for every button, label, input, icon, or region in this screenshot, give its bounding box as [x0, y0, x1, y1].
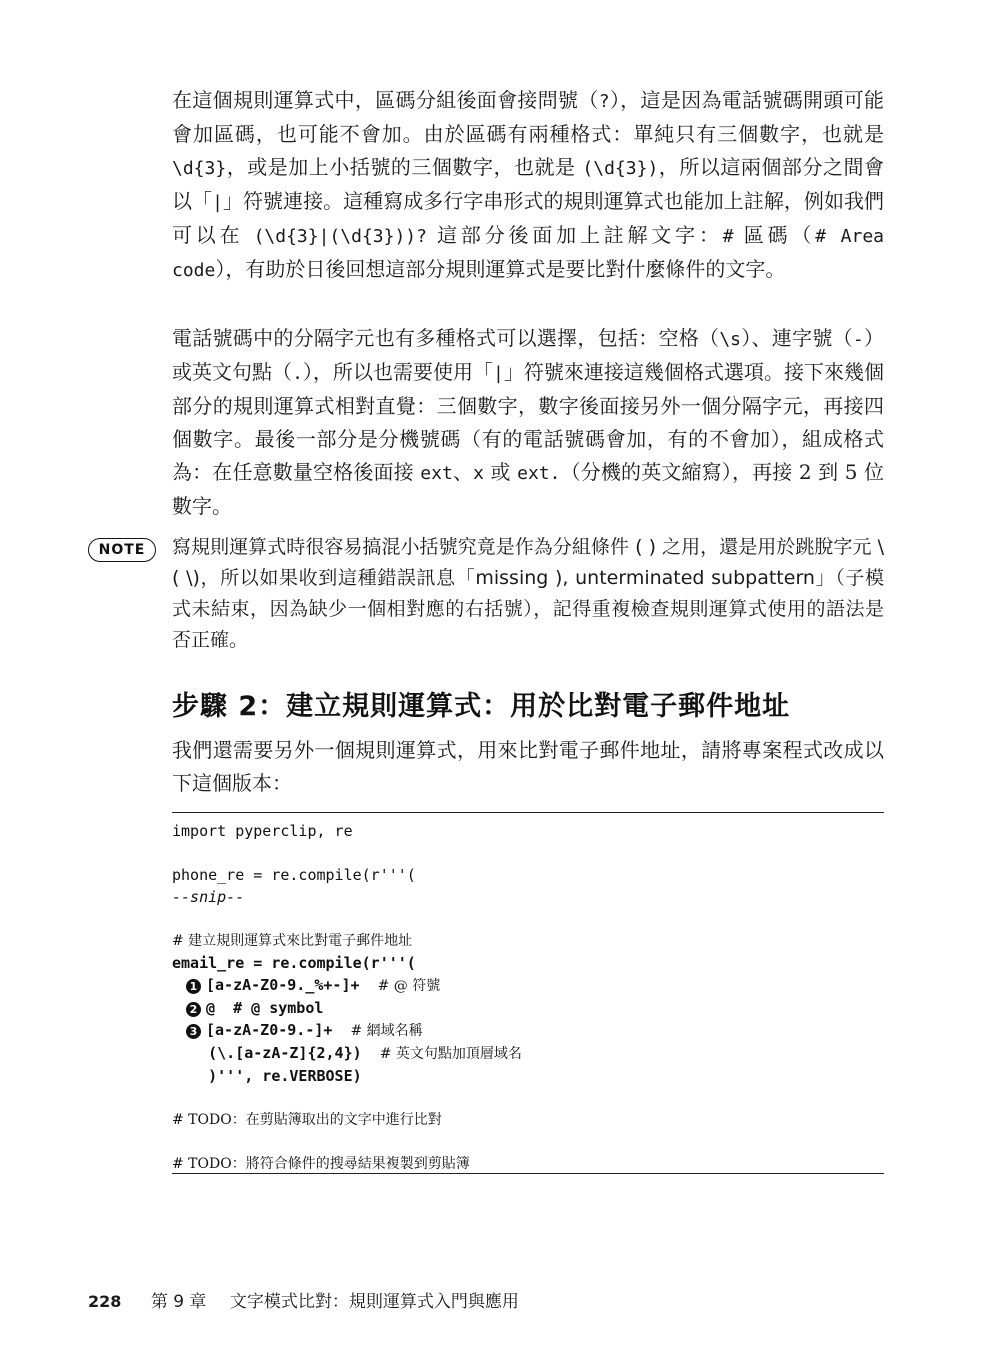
note-badge: NOTE [88, 538, 156, 562]
paragraph-separator: 電話號碼中的分隔字元也有多種格式可以選擇，包括：空格（\s）、連字號（-）或英文句點（.），所以也需要使用「|」符號來連接這幾個格式選項。接下來幾個部分的規則運算式相對直覺：三個數字，數字後面接另外一個分隔字元，再接四個數字。最後一部分是分機號碼（有的電話號碼會加，有的不會加），組成格式為：在任意數量空格後面接 ext、x 或 ext.（分機的英文縮寫），再接 2 到 5 位數字。 [172, 326, 885, 518]
code-line: 3 [a-zA-Z0-9.-]+ # 網域名稱 [172, 1019, 884, 1042]
code-line: --snip-- [172, 888, 245, 906]
section-heading: 步驟 2：建立規則運算式：用於比對電子郵件地址 [172, 691, 791, 722]
code-line: email_re = re.compile(r'''( [172, 954, 416, 972]
code-comment-line: # 建立規則運算式來比對電子郵件地址 [172, 933, 413, 949]
code-line: 2 @ # @ symbol [172, 997, 884, 1019]
code-line: (\.[a-zA-Z]{2,4}) # 英文句點加頂層域名 [208, 1044, 522, 1062]
code-top-rule [172, 812, 884, 813]
page-footer [88, 1287, 519, 1312]
code-line: import pyperclip, re [172, 822, 353, 840]
code-comment-line: # TODO：在剪貼簿取出的文字中進行比對 [172, 1112, 442, 1128]
callout-marker-3: 3 [186, 1024, 201, 1039]
code-comment-line: # TODO：將符合條件的搜尋結果複製到剪貼簿 [172, 1156, 470, 1172]
intro-paragraph: 我們還需要另外一個規則運算式，用來比對電子郵件地址，請將專案程式改成以下這個版本： [172, 738, 884, 795]
chapter-label: 第 9 章 [150, 1292, 207, 1312]
chapter-title: 文字模式比對：規則運算式入門與應用 [229, 1292, 519, 1312]
callout-marker-2: 2 [186, 1002, 201, 1017]
callout-marker-1: 1 [186, 979, 201, 994]
code-listing [172, 820, 884, 1175]
code-line: phone_re = re.compile(r'''( [172, 866, 416, 884]
code-line: 1 [a-zA-Z0-9._%+-]+ # @ 符號 [172, 974, 884, 997]
code-bottom-rule [172, 1173, 884, 1174]
code-line: )''', re.VERBOSE) [208, 1067, 362, 1085]
page-number: 228 [88, 1292, 122, 1311]
note-text: 寫規則運算式時很容易搞混小括號究竟是作為分組條件 ( ) 之用，還是用於跳脫字元 \( \)，所以如果收到這種錯誤訊息「missing ), unterminated subpattern」（子模式未結束，因為缺少一個相對應的右括號），記得重複檢查規則運算式使用的語法是否正確。 [172, 536, 884, 651]
paragraph-area-code: 在這個規則運算式中，區碼分組後面會接問號（?），這是因為電話號碼開頭可能會加區碼，也可能不會加。由於區碼有兩種格式：單純只有三個數字，也就是 \d{3}，或是加上小括號的三個數字，也就是 (\d{3})，所以這兩個部分之間會以「|」符號連接。這種寫成多行字串形式的規則運算式也能加上註解，例如我們可以在 (\d{3}|(\d{3}))? 這部分後面加上註解文字：# 區碼（# Area code），有助於日後回想這部分規則運算式是要比對什麼條件的文字。 [172, 88, 885, 281]
